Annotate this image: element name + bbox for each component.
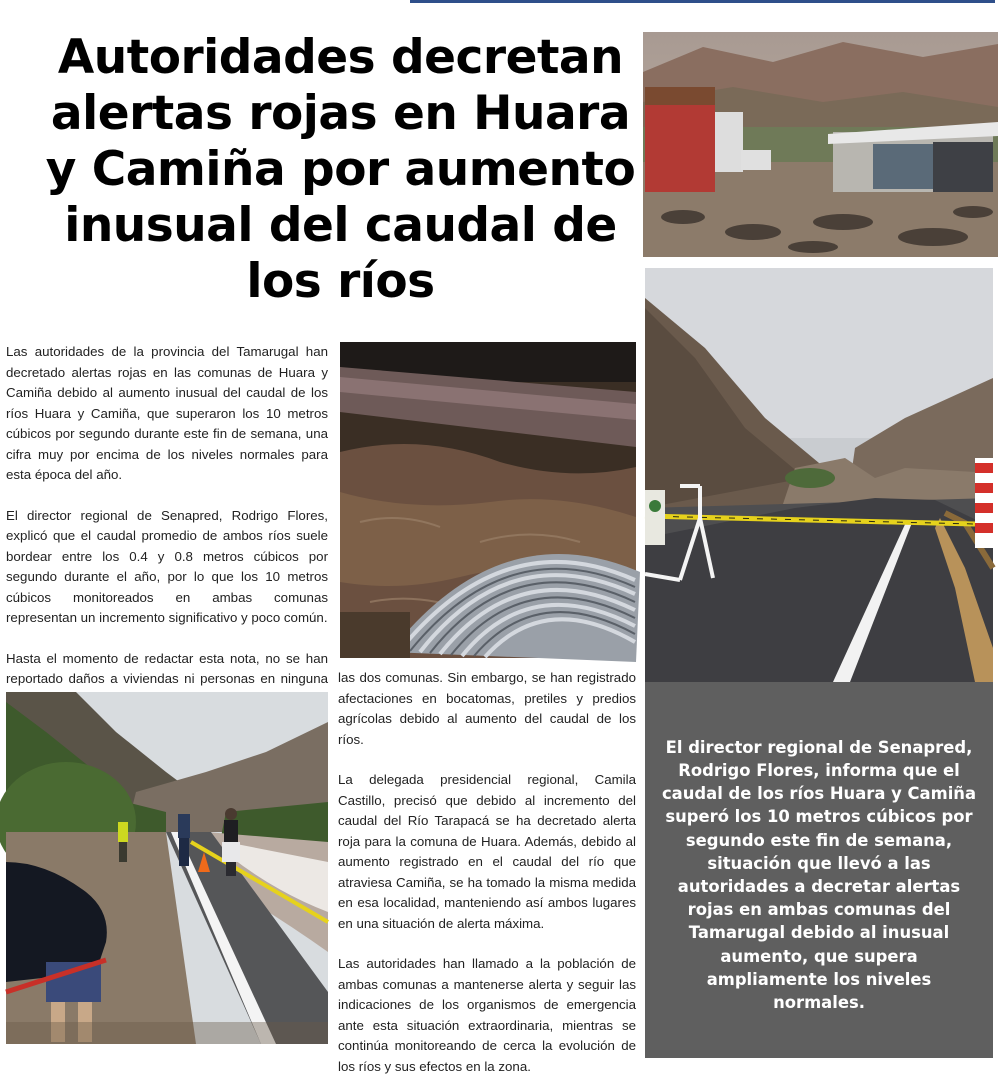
paragraph: Hasta el momento de redactar esta nota, no se han reportado daños a viviendas ni personas en ninguna <box>6 650 328 686</box>
flood-culvert-photo <box>340 342 636 658</box>
callout-box <box>645 682 993 1058</box>
article-left-column <box>6 342 328 710</box>
workers-riverbank-photo <box>6 692 328 1044</box>
headline: Autoridades decretan alertas rojas en Huara y Camiña por aumento inusual del caudal de los ríos <box>45 30 636 309</box>
top-rule <box>410 0 995 3</box>
paragraph: Las autoridades han llamado a la población de ambas comunas a mantenerse alerta y seguir las indicaciones de los organismos de emergencia ante esta situación extraordinaria, mientras se continúa monitoreando de cerca la evolución de los ríos y sus efectos en la zona. <box>338 956 636 1074</box>
road-closure-photo <box>645 268 993 682</box>
callout-text: El director regional de Senapred, Rodrigo Flores, informa que el caudal de los ríos Huara y Camiña superó los 10 metros cúbicos por segundo este fin de semana, situación que llevó a las autoridades a decretar alertas rojas en ambas comunas del Tamarugal debido al inusual aumento, que supera ampliamente los niveles normales. <box>661 737 977 1013</box>
village-mud-photo <box>643 32 998 257</box>
paragraph: las dos comunas. Sin embargo, se han registrado afectaciones en bocatomas, pretiles y predios agrícolas debido al aumento del caudal de los ríos. <box>338 670 636 747</box>
paragraph: La delegada presidencial regional, Camila Castillo, precisó que debido al incremento del caudal del Río Tarapacá se ha decretado alerta roja para la comuna de Huara. Además, debido al aumento registrado en el caudal del río que atraviesa Camiña, se ha tomado la misma medida en esa localidad, manteniendo así ambos lugares en una situación de alerta máxima. <box>338 772 636 931</box>
article-right-column <box>338 668 636 1077</box>
paragraph: El director regional de Senapred, Rodrigo Flores, explicó que el caudal promedio de ambos ríos suele bordear entre los 0.4 y 0.8 metros cúbicos por segundo durante el año, por lo que los 10 metros cúbicos monitoreados en ambas comunas representan un incremento significativo y poco común. <box>6 507 328 625</box>
paragraph: Las autoridades de la provincia del Tamarugal han decretado alertas rojas en las comunas de Huara y Camiña debido al aumento inusual del caudal de los ríos Huara y Camiña, que superaron los 10 metros cúbicos por segundo durante este fin de semana, una cifra muy por encima de los niveles normales para esta época del año. <box>6 344 328 482</box>
